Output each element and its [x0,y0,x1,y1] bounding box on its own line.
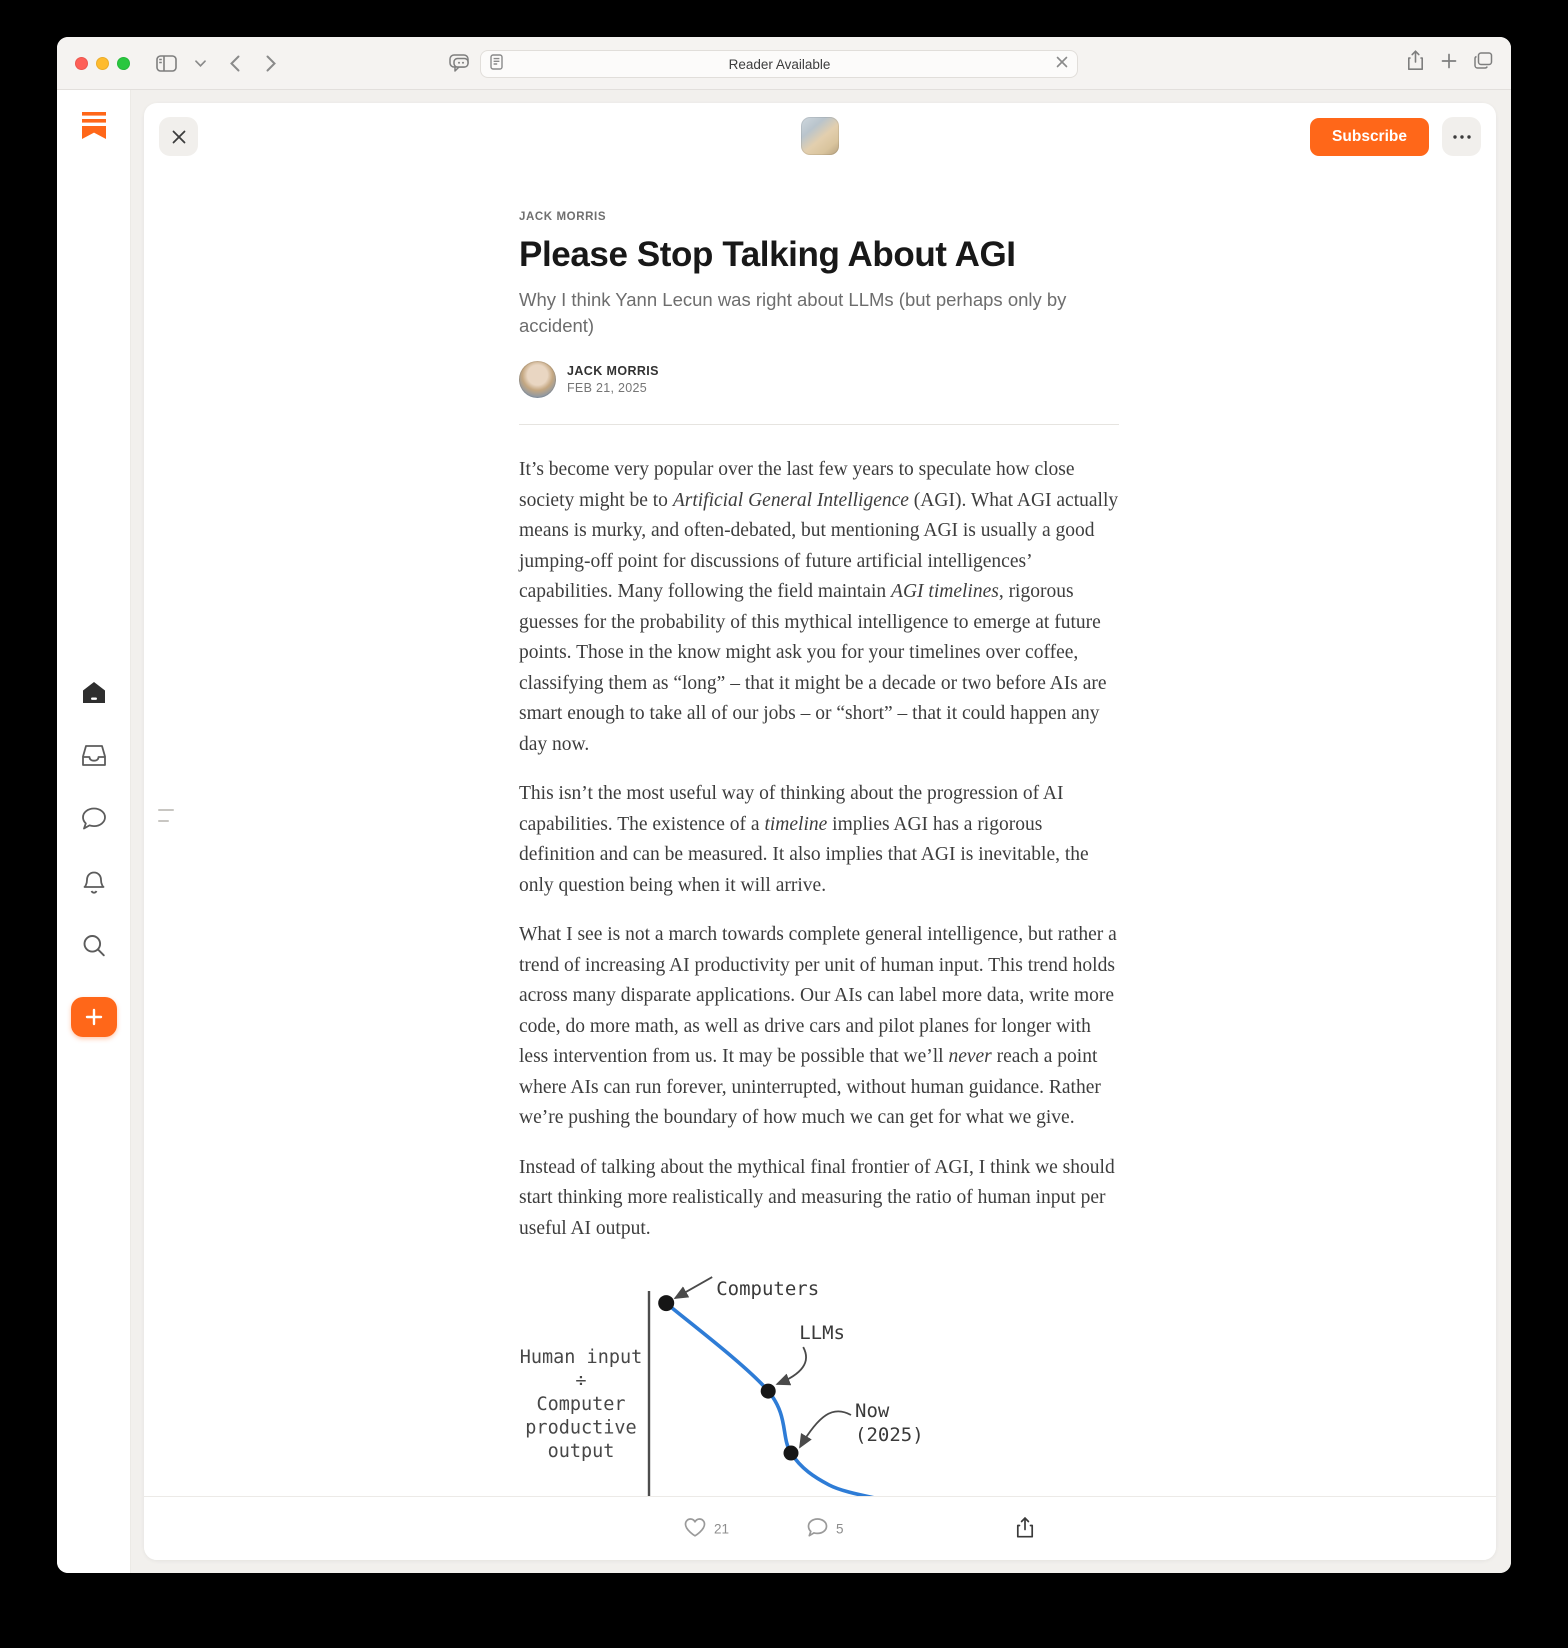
body-paragraph: Instead of talking about the mythical final frontier of AGI, I think we should start thinking more realistically and measuring the ratio of human input per useful AI output. [519,1156,1115,1239]
sidebar-item-inbox[interactable] [81,745,106,772]
address-bar[interactable] [480,50,1078,78]
reader-icon[interactable] [490,54,503,75]
sidebar-item-search[interactable] [82,934,105,962]
body-paragraph: This isn’t the most useful way of thinking about the progression of AI capabilities. The existence of a timeline implies AGI has a rigorous definition and can be measured. It also implies that AGI is inevitable, the only question being when it will arrive. [519,783,1089,896]
comment-button[interactable] [807,1517,844,1540]
app-sidebar [57,90,131,1573]
content-area [131,90,1511,1573]
heart-icon [684,1517,706,1540]
author-avatar[interactable] [519,361,556,398]
post-subtitle: Why I think Yann Lecun was right about LLMs (but perhaps only by accident) [519,289,1067,336]
svg-text:(2025): (2025) [855,1424,924,1447]
publication-avatar[interactable] [801,117,839,155]
post-date: FEB 21, 2025 [567,381,648,395]
new-post-button[interactable] [71,997,117,1037]
clear-url-icon[interactable] [1056,55,1068,73]
close-window-button[interactable] [75,57,88,70]
substack-logo[interactable] [82,112,106,144]
new-tab-icon[interactable] [1441,53,1457,74]
post-reader-card [144,103,1496,1560]
more-options-button[interactable] [1442,117,1481,156]
article [519,211,1119,1503]
like-button[interactable] [684,1517,729,1540]
share-post-button[interactable] [1016,1516,1034,1541]
svg-text:Human input: Human input [519,1347,643,1368]
sidebar-toggle-icon[interactable] [156,55,177,72]
forward-button[interactable] [266,55,276,72]
subscribe-button[interactable]: Subscribe [1310,118,1429,156]
svg-text:LLMs: LLMs [799,1322,845,1345]
share-icon [1016,1516,1034,1541]
post-title: Please Stop Talking About AGI [519,235,1016,274]
chevron-down-icon[interactable] [195,60,206,67]
post-footer-bar [144,1496,1496,1560]
speech-bubble-dots-icon[interactable] [449,53,473,78]
close-post-button[interactable] [159,117,198,156]
svg-text:Now: Now [855,1400,890,1423]
like-count: 21 [714,1521,730,1536]
svg-text:÷: ÷ [575,1370,587,1392]
svg-text:productive: productive [525,1417,637,1439]
publication-name[interactable]: JACK MORRIS [519,211,607,223]
sidebar-item-home[interactable] [82,681,106,709]
byline [519,361,1119,398]
address-bar-text: Reader Available [728,56,831,72]
comment-icon [807,1517,828,1540]
body-paragraph: It’s become very popular over the last few years to speculate how close society might be to Artificial General Intelligence (AGI). What AGI actually means is murky, and often-debated, but mentioning AGI is usually a good jumping-off point for discussions of future artificial intelligences’ capabilities. Many following the field maintain AGI timelines, rigorous guesses for the probability of this mythical intelligence to emerge at future points. Those in the know might ask you for your timelines over coffee, classifying them as “long” – that it might be a decade or two before AIs are smart enough to take all of our jobs – or “short” – that it could happen any day now. [519,459,1119,755]
author-name[interactable]: JACK MORRIS [567,364,659,378]
zoom-window-button[interactable] [117,57,130,70]
toc-drag-handle[interactable] [158,809,174,831]
inline-figure [519,1263,1119,1503]
sidebar-item-notifications[interactable] [82,871,105,900]
body-paragraph: What I see is not a march towards complete general intelligence, but rather a trend of increasing AI productivity per unit of human input. This trend holds across many disparate applications. Our AIs can label more data, write more code, do more math, as well as drive cars and pilot planes for longer with less intervention from us. It may be possible that we’ll never reach a point where AIs can run forever, uninterrupted, without human guidance. Rather we’re pushing the boundary of how much we can get for what we give. [519,924,1117,1128]
post-header-bar [159,117,1481,156]
article-body [519,455,1119,1244]
browser-window [57,37,1511,1573]
header-divider [519,424,1119,425]
share-page-icon[interactable] [1407,50,1424,76]
browser-toolbar [57,37,1511,90]
svg-text:Computers: Computers [716,1278,820,1301]
minimize-window-button[interactable] [96,57,109,70]
back-button[interactable] [230,55,240,72]
sidebar-item-chat[interactable] [81,807,106,835]
human-input-chart [519,1263,1119,1503]
comment-count: 5 [836,1521,844,1536]
svg-text:Computer: Computer [536,1394,626,1415]
svg-text:output: output [547,1441,615,1462]
tab-overview-icon[interactable] [1474,52,1493,74]
window-controls [75,57,130,70]
